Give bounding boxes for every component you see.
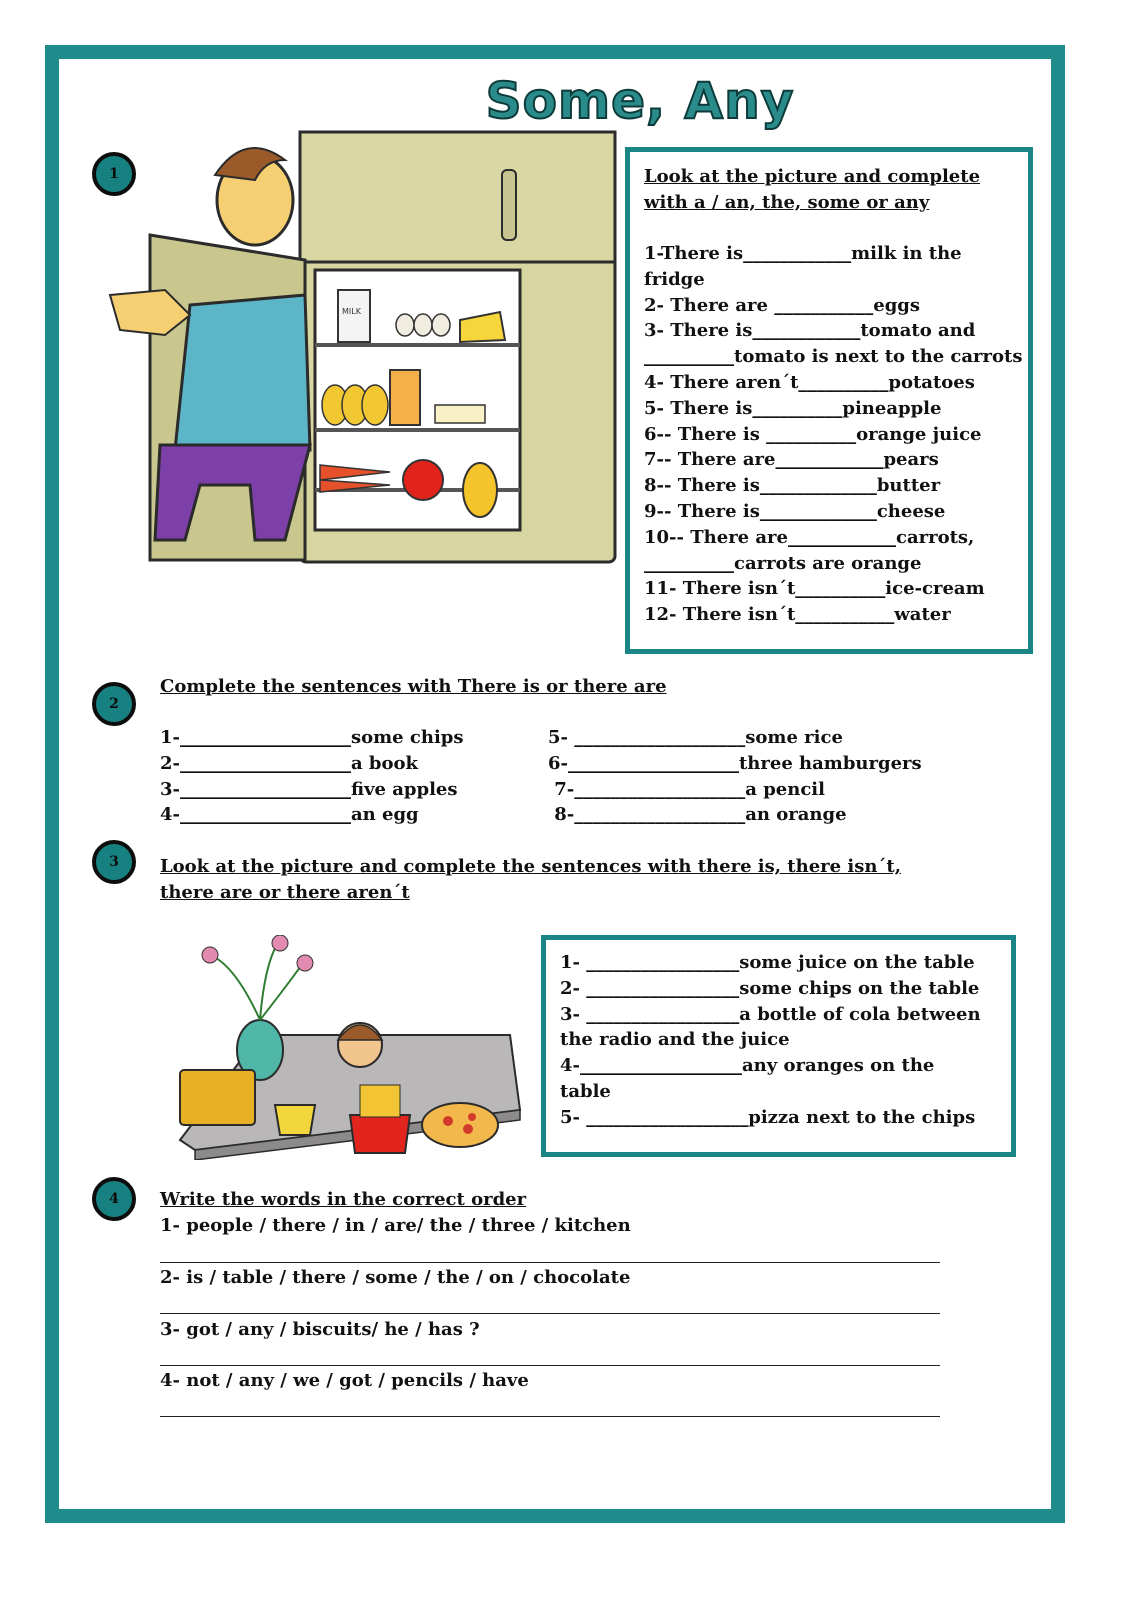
exercise-line: 3-___________________five apples [160, 778, 458, 800]
exercise-line: 3- There is____________tomato and [644, 320, 976, 342]
exercise-line: 11- There isn´t__________ice-cream [644, 578, 985, 600]
exercise-line: fridge [644, 268, 705, 290]
answer-line[interactable] [160, 1313, 940, 1314]
word-order-item: 2- is / table / there / some / the / on / chocolate [160, 1267, 631, 1288]
exercise-line: 3- _________________a bottle of cola between [560, 1003, 981, 1025]
exercise-line: 5- ___________________some rice [548, 727, 843, 748]
exercise-line: the radio and the juice [560, 1029, 790, 1051]
exercise-line: 2-___________________a book [160, 752, 418, 774]
exercise-line: 12- There isn´t___________water [644, 604, 951, 626]
exercise-line: 6-___________________three hamburgers [548, 752, 922, 774]
exercise-line: 2- There are ___________eggs [644, 294, 921, 316]
exercise-line: 10-- There are____________carrots, [644, 526, 975, 548]
exercise-line: table [560, 1080, 611, 1102]
section-3-number: 3 [92, 840, 136, 884]
section-4-number: 4 [92, 1177, 136, 1221]
answer-line[interactable] [160, 1365, 940, 1366]
exercise-line: 6-- There is __________orange juice [644, 423, 982, 445]
exercise-line: 2- _________________some chips on the table [560, 977, 980, 999]
section-2-instruction: Complete the sentences with There is or there are [160, 676, 667, 697]
section-3-box [541, 935, 1016, 1157]
word-order-item: 3- got / any / biscuits/ he / has ? [160, 1319, 480, 1340]
exercise-line: 8-___________________an orange [548, 804, 847, 826]
exercise-line: 5- There is__________pineapple [644, 397, 942, 419]
section-1-number: 1 [92, 152, 136, 196]
exercise-line: __________tomato is next to the carrots [644, 346, 1023, 368]
answer-line[interactable] [160, 1262, 940, 1263]
word-order-item: 4- not / any / we / got / pencils / have [160, 1370, 529, 1391]
exercise-line: 7-- There are____________pears [644, 449, 939, 471]
exercise-line: 4-___________________an egg [160, 804, 419, 826]
milk-label: MILK [342, 307, 361, 316]
exercise-line: 5- __________________pizza next to the chips [560, 1106, 976, 1128]
exercise-line: 8-- There is_____________butter [644, 475, 941, 497]
page-title: Some, Any [485, 72, 795, 130]
section-2-number: 2 [92, 682, 136, 726]
exercise-line: 9-- There is_____________cheese [644, 500, 946, 522]
exercise-line: 1-___________________some chips [160, 727, 464, 748]
table-illustration [165, 935, 530, 1160]
exercise-line: 4- There aren´t__________potatoes [644, 371, 975, 393]
exercise-line: __________carrots are orange [644, 552, 922, 574]
section-4-instruction: Write the words in the correct order [160, 1189, 527, 1210]
exercise-line: 1- _________________some juice on the table [560, 952, 975, 973]
exercise-line: 4-__________________any oranges on the [560, 1055, 935, 1077]
fridge-illustration [105, 120, 625, 565]
exercise-line: 7-___________________a pencil [548, 778, 825, 800]
word-order-item: 1- people / there / in / are/ the / three / kitchen [160, 1215, 631, 1236]
section-3-instruction: Look at the picture and complete the sentences with there is, there isn´t, there are or there aren´t [160, 856, 901, 903]
section-1-instruction: Look at the picture and complete with a / an, the, some or any [644, 166, 981, 213]
answer-line[interactable] [160, 1416, 940, 1417]
exercise-line: 1-There is____________milk in the [644, 243, 962, 264]
section-1-box [625, 147, 1033, 654]
